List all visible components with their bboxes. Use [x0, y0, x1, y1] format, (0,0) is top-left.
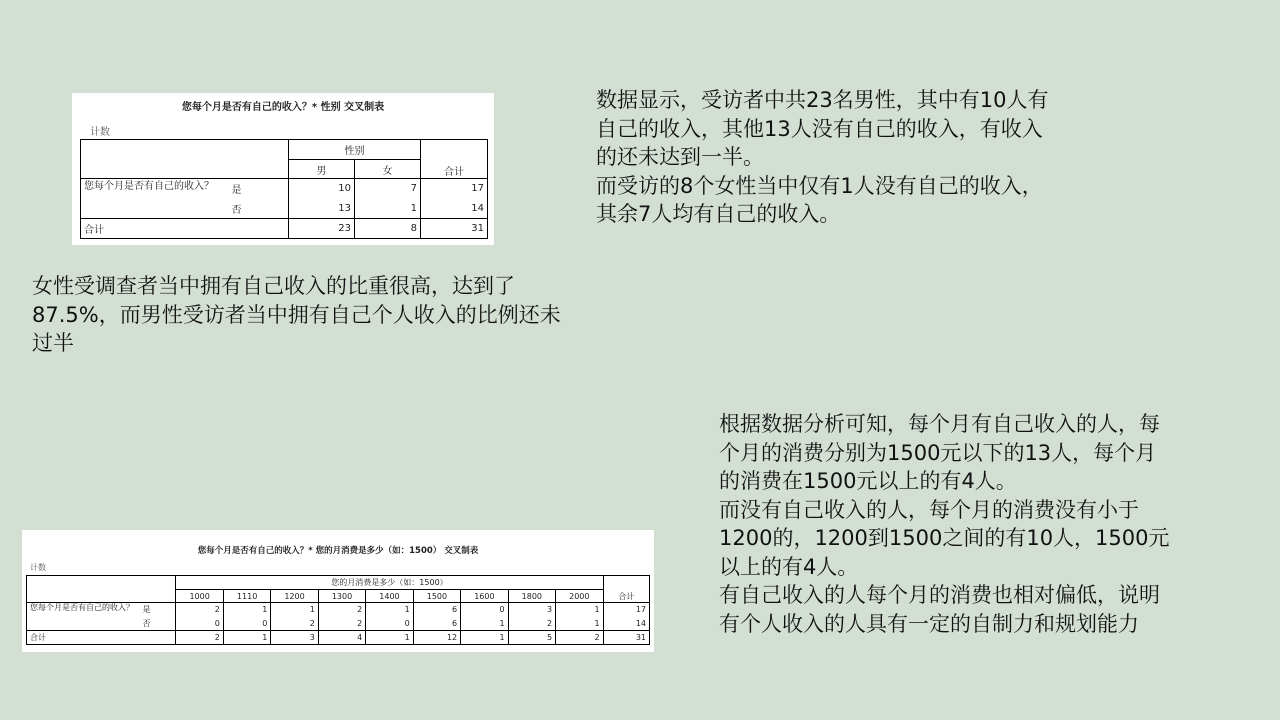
header-corner: [81, 140, 289, 179]
header-col-1800: 1800: [508, 590, 555, 603]
gender-crosstab-unit: 计数: [90, 127, 110, 138]
cell-total-1300: 4: [318, 631, 365, 645]
cell-yes-1500: 6: [413, 603, 460, 617]
cell-yes-1400: 1: [366, 603, 413, 617]
cell-no-2000: 1: [556, 617, 603, 631]
row-label-no: 否: [142, 618, 151, 628]
header-col-1200: 1200: [271, 590, 318, 603]
header-male: 男: [289, 160, 355, 179]
cell-yes-1300: 2: [318, 603, 365, 617]
cell-yes-total: 17: [421, 179, 488, 199]
header-spending-group: 您的月消费是多少（如：1500）: [176, 576, 603, 590]
row-label-yes: 是: [140, 603, 176, 617]
analysis-paragraph-spending: 根据数据分析可知，每个月有自己收入的人，每 个月的消费分别为1500元以下的13人，每个月 的消费在1500元以上的有4人。 而没有自己收入的人，每个月的消费没有小于 1200的，1200到1500之间的有10人，1500元 以上的有4人。 有自己收入的人每个月的消费也相对偏低，说明 有个人收入的人具有一定的自制力和规划能力: [719, 412, 1170, 636]
cell-total-male: 23: [289, 219, 355, 239]
cell-yes-1110: 1: [223, 603, 270, 617]
cell-no-1200: 2: [271, 617, 318, 631]
cell-yes-1000: 2: [176, 603, 223, 617]
cell-no-1110: 0: [223, 617, 270, 631]
cell-total-total: 31: [421, 219, 488, 239]
header-female: 女: [355, 160, 421, 179]
header-col-1000: 1000: [176, 590, 223, 603]
cell-total-total: 31: [603, 631, 649, 645]
header-col-1500: 1500: [413, 590, 460, 603]
cell-no-1000: 0: [176, 617, 223, 631]
cell-no-1300: 2: [318, 617, 365, 631]
cell-no-total: 14: [603, 617, 649, 631]
row-label-total: 合计: [81, 219, 289, 239]
header-col-1400: 1400: [366, 590, 413, 603]
cell-total-1200: 3: [271, 631, 318, 645]
cell-no-female: 1: [355, 199, 421, 219]
cell-no-total: 14: [421, 199, 488, 219]
summary-paragraph-income: 女性受调查者当中拥有自己收入的比重很高，达到了 87.5%，而男性受访者当中拥有自己个人收入的比例还未 过半: [32, 274, 561, 355]
cell-yes-2000: 1: [556, 603, 603, 617]
analysis-paragraph-gender: 数据显示，受访者中共23名男性，其中有10人有 自己的收入，其他13人没有自己的收入，有收入 的还未达到一半。 而受访的8个女性当中仅有1人没有自己的收入， 其余7人均有自己的收入。: [596, 88, 1049, 226]
spending-crosstab-image: [22, 530, 654, 652]
header-col-1110: 1110: [223, 590, 270, 603]
row-variable-label: 您每个月是否有自己的收入？: [27, 603, 140, 631]
cell-total-1400: 1: [366, 631, 413, 645]
spending-crosstab-table: [26, 575, 650, 645]
row-label-yes: 是: [229, 179, 289, 199]
cell-yes-1200: 1: [271, 603, 318, 617]
cell-total-1500: 12: [413, 631, 460, 645]
gender-crosstab-image: [72, 93, 494, 245]
header-corner: [27, 576, 176, 603]
cell-no-1800: 2: [508, 617, 555, 631]
spending-crosstab-unit: 计数: [30, 563, 46, 572]
cell-yes-1800: 3: [508, 603, 555, 617]
cell-yes-total: 17: [603, 603, 649, 617]
cell-yes-1600: 0: [461, 603, 508, 617]
header-total: 合计: [421, 140, 488, 179]
cell-no-1400: 0: [366, 617, 413, 631]
cell-no-1500: 6: [413, 617, 460, 631]
row-label-no: 否: [231, 204, 242, 216]
header-gender-group: 性别: [289, 140, 421, 160]
cell-total-1000: 2: [176, 631, 223, 645]
cell-total-2000: 2: [556, 631, 603, 645]
cell-total-1800: 5: [508, 631, 555, 645]
header-col-1300: 1300: [318, 590, 365, 603]
header-total: 合计: [603, 576, 649, 603]
row-label-total: 合计: [27, 631, 176, 645]
gender-crosstab-table: [80, 139, 488, 239]
header-col-1600: 1600: [461, 590, 508, 603]
cell-yes-female: 7: [355, 179, 421, 199]
cell-total-1600: 1: [461, 631, 508, 645]
spending-crosstab-title: 您每个月是否有自己的收入？* 您的月消费是多少（如：1500） 交叉制表: [197, 546, 479, 556]
cell-total-female: 8: [355, 219, 421, 239]
header-col-2000: 2000: [556, 590, 603, 603]
cell-total-1110: 1: [223, 631, 270, 645]
gender-crosstab-title: 您每个月是否有自己的收入？* 性别 交叉制表: [181, 102, 385, 113]
cell-yes-male: 10: [289, 179, 355, 199]
cell-no-1600: 1: [461, 617, 508, 631]
cell-no-male: 13: [289, 199, 355, 219]
row-variable-label: 您每个月是否有自己的收入？: [81, 179, 229, 219]
